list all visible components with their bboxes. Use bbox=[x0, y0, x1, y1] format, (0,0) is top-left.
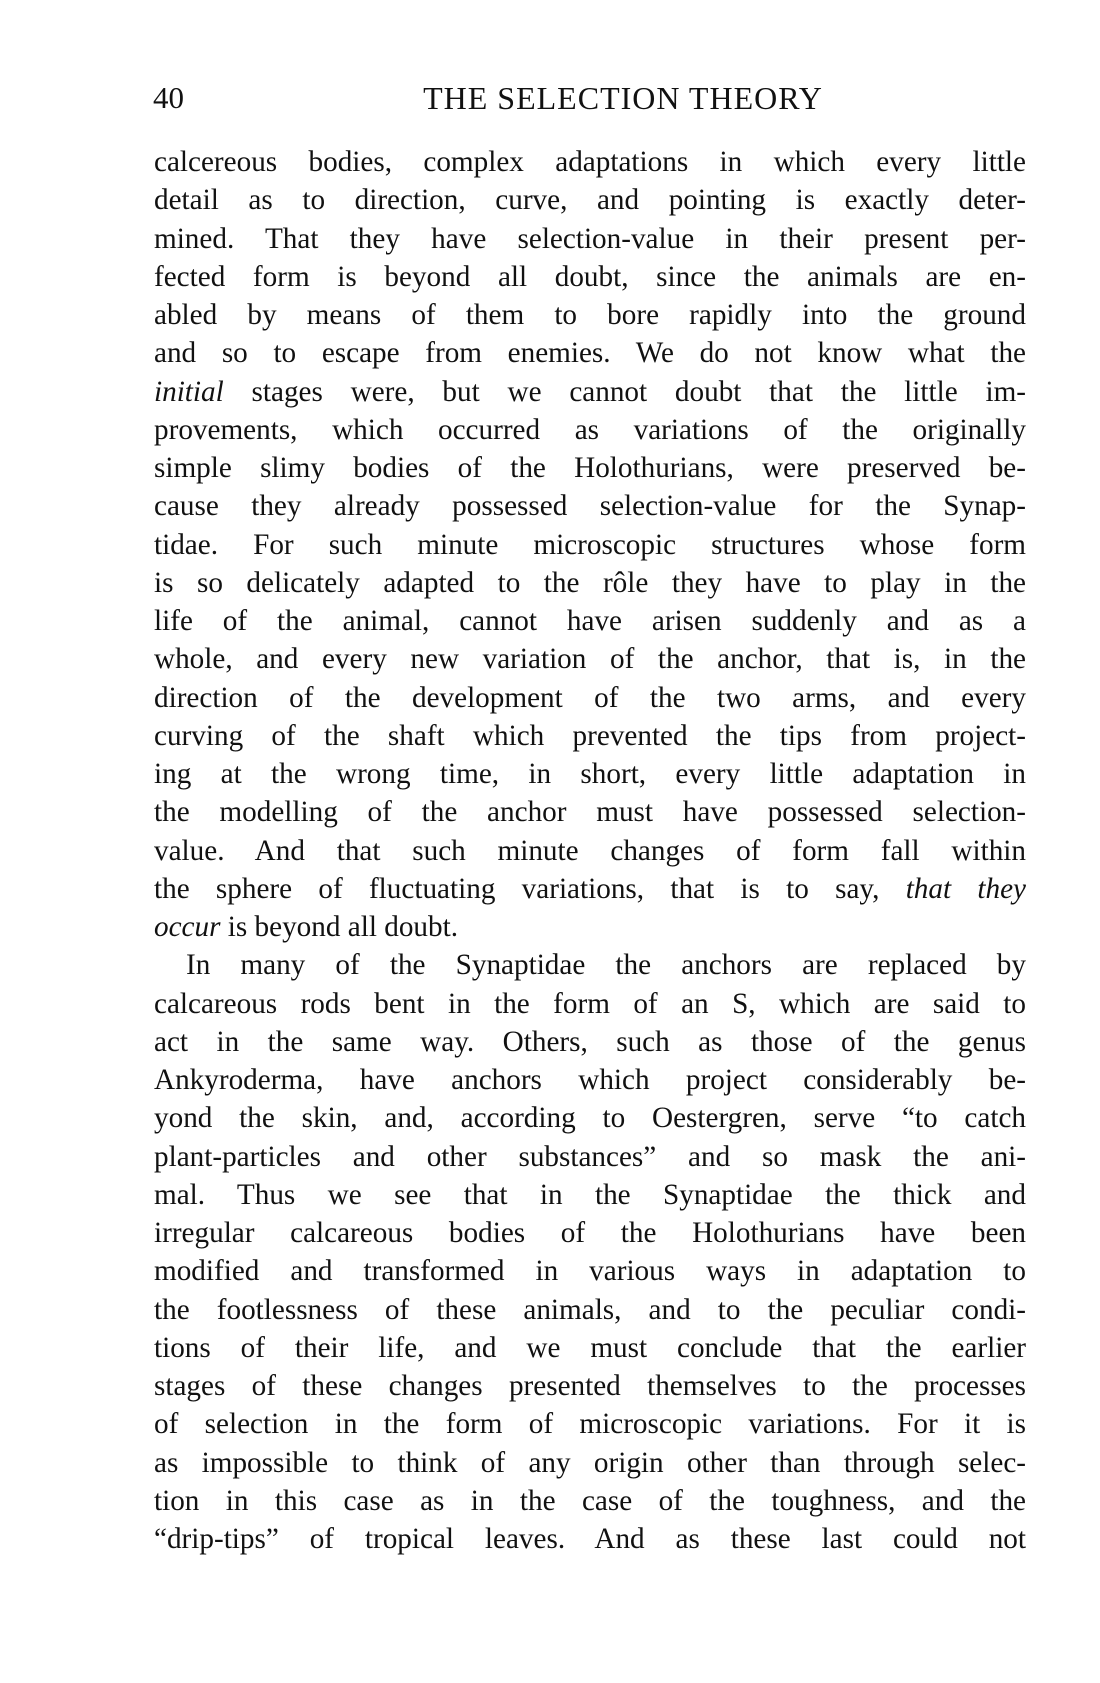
text-line: tion in this case as in the case of the toughness, and the bbox=[154, 1484, 1026, 1517]
text-line: calcareous rods bent in the form of an S, which are said to bbox=[154, 987, 1026, 1020]
text-line: of selection in the form of microscopic variations. For it is bbox=[154, 1408, 1026, 1441]
text-line: “drip-tips” of tropical leaves. And as these last could not bbox=[154, 1523, 1026, 1555]
text-line: Ankyroderma, have anchors which project considerably be- bbox=[154, 1064, 1026, 1096]
text-line: act in the same way. Others, such as those of the genus bbox=[154, 1025, 1026, 1058]
text-line: is so delicately adapted to the rôle they have to play in the bbox=[154, 566, 1026, 599]
text-line: as impossible to think of any origin other than through selec- bbox=[154, 1446, 1026, 1479]
text-line: and so to escape from enemies. We do not know what the bbox=[154, 337, 1026, 370]
text-line: fected form is beyond all doubt, since the animals are en- bbox=[154, 260, 1026, 293]
text-line: modified and transformed in various ways in adaptation to bbox=[154, 1255, 1026, 1288]
text-line: tions of their life, and we must conclude that the earlier bbox=[154, 1331, 1026, 1364]
text-line: mined. That they have selection-value in their present per- bbox=[154, 222, 1026, 255]
text-line: mal. Thus we see that in the Synaptidae the thick and bbox=[154, 1178, 1026, 1211]
text-line: life of the animal, cannot have arisen suddenly and as a bbox=[154, 605, 1026, 637]
paragraph-1 bbox=[154, 143, 1026, 946]
italic-word: occur bbox=[154, 911, 221, 943]
text-line bbox=[154, 870, 1026, 908]
text-line: direction of the development of the two arms, and every bbox=[154, 681, 1026, 714]
text-line: curving of the shaft which prevented the tips from project- bbox=[154, 719, 1026, 752]
text-fragment: the sphere of fluctuating variations, that is to say, bbox=[154, 872, 906, 905]
text-line: provements, which occurred as variations of the originally bbox=[154, 413, 1026, 446]
text-line bbox=[154, 908, 1026, 946]
italic-word: initial bbox=[154, 375, 224, 408]
text-line: the modelling of the anchor must have possessed selection- bbox=[154, 796, 1026, 829]
text-line: tidae. For such minute microscopic structures whose form bbox=[154, 528, 1026, 561]
text-line: stages of these changes presented themselves to the processes bbox=[154, 1370, 1026, 1402]
text-line: whole, and every new variation of the anchor, that is, in the bbox=[154, 643, 1026, 676]
text-line: cause they already possessed selection-value for the Synap- bbox=[154, 490, 1026, 523]
running-head-title: THE SELECTION THEORY bbox=[423, 80, 823, 116]
text-line bbox=[154, 373, 1026, 411]
running-head bbox=[153, 78, 1023, 122]
page-number: 40 bbox=[153, 80, 184, 115]
text-fragment: is beyond all doubt. bbox=[220, 911, 459, 943]
text-line: calcereous bodies, complex adaptations in which every little bbox=[154, 146, 1026, 178]
text-line: ing at the wrong time, in short, every little adaptation in bbox=[154, 758, 1026, 790]
text-line: yond the skin, and, according to Oestergren, serve “to catch bbox=[154, 1102, 1026, 1135]
italic-phrase: that they bbox=[905, 872, 1026, 905]
text-line: abled by means of them to bore rapidly into the ground bbox=[154, 299, 1026, 331]
text-line: detail as to direction, curve, and pointing is exactly deter- bbox=[154, 184, 1026, 217]
text-line: value. And that such minute changes of form fall within bbox=[154, 834, 1026, 867]
text-line: the footlessness of these animals, and to the peculiar condi- bbox=[154, 1293, 1026, 1326]
text-line: simple slimy bodies of the Holothurians, were preserved be- bbox=[154, 452, 1026, 484]
body-text bbox=[154, 143, 1026, 1558]
paragraph-2 bbox=[154, 946, 1026, 1558]
text-fragment: stages were, but we cannot doubt that the little im- bbox=[223, 375, 1026, 408]
text-line: irregular calcareous bodies of the Holothurians have been bbox=[154, 1217, 1026, 1249]
text-line: plant-particles and other substances” and so mask the ani- bbox=[154, 1140, 1026, 1173]
text-line: In many of the Synaptidae the anchors are replaced by bbox=[186, 949, 1026, 982]
